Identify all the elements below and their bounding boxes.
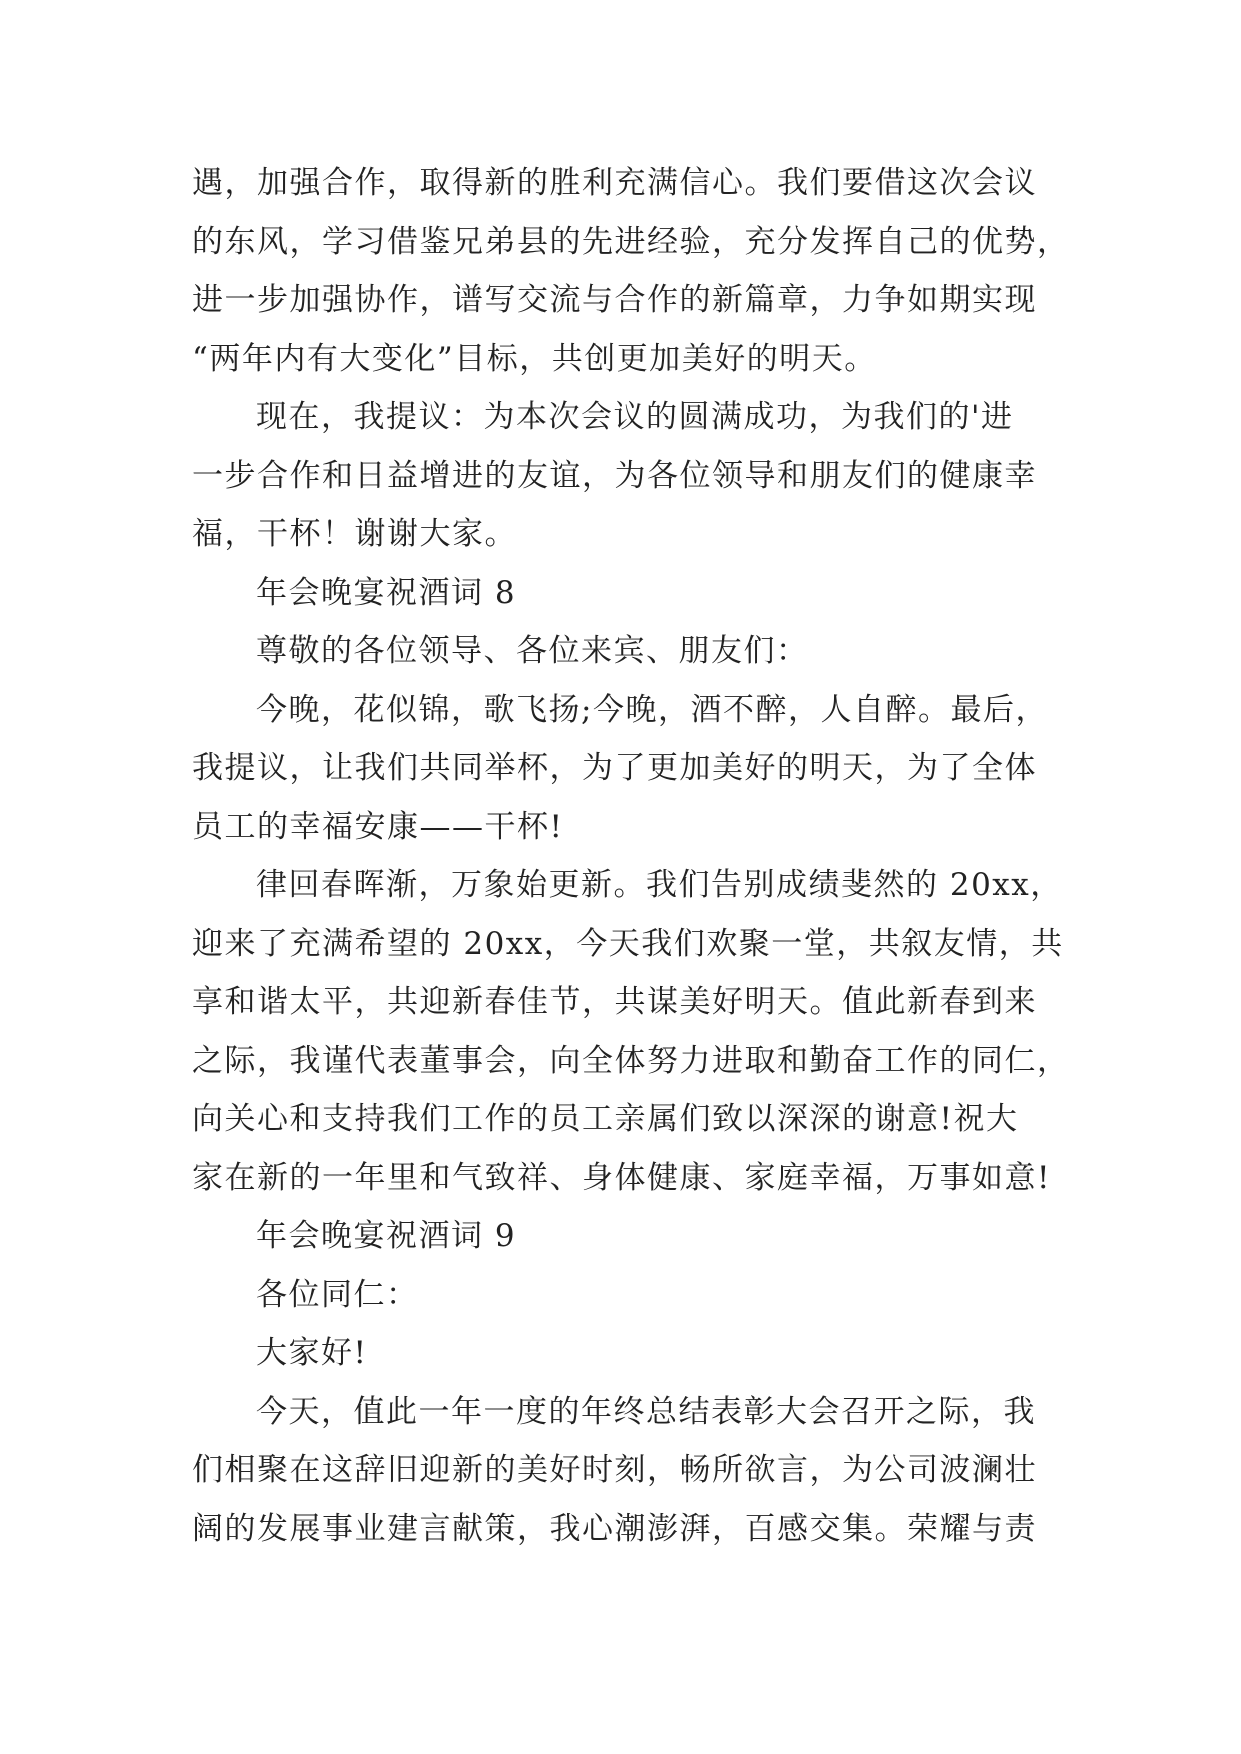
- paragraph-line: 一步合作和日益增进的友谊，为各位领导和朋友们的健康幸: [192, 457, 1037, 494]
- paragraph-line: 福，干杯！谢谢大家。: [192, 516, 517, 552]
- greeting: 大家好!: [256, 1335, 368, 1371]
- paragraph-line: 员工的幸福安康——干杯!: [192, 808, 564, 845]
- paragraph-line: “两年内有大变化”目标，共创更加美好的明天。: [192, 340, 877, 377]
- document-body: [192, 154, 1072, 1558]
- paragraph-line: 今晚，花似锦，歌飞扬;今晚，酒不醉，人自醉。最后，: [256, 691, 1048, 728]
- section-heading: 年会晚宴祝酒词 9: [256, 1218, 517, 1254]
- paragraph-line: 遇，加强合作，取得新的胜利充满信心。我们要借这次会议: [192, 165, 1037, 201]
- paragraph-line: 今天，值此一年一度的年终总结表彰大会召开之际，我: [256, 1393, 1036, 1430]
- paragraph-line: 律回春晖渐，万象始更新。我们告别成绩斐然的 20xx，: [256, 867, 1063, 903]
- paragraph-line: 之际，我谨代表董事会，向全体努力进取和勤奋工作的同仁，: [192, 1042, 1070, 1079]
- paragraph-line: 家在新的一年里和气致祥、身体健康、家庭幸福，万事如意!: [192, 1159, 1051, 1196]
- paragraph-line: 现在，我提议：为本次会议的圆满成功，为我们的'进: [256, 399, 1014, 435]
- section-heading: 年会晚宴祝酒词 8: [256, 574, 517, 611]
- salutation: 各位同仁：: [256, 1276, 419, 1313]
- paragraph-line: 享和谐太平，共迎新春佳节，共谋美好明天。值此新春到来: [192, 984, 1037, 1020]
- salutation: 尊敬的各位领导、各位来宾、朋友们：: [256, 633, 809, 669]
- paragraph-line: 阔的发展事业建言献策，我心潮澎湃，百感交集。荣耀与责: [192, 1510, 1037, 1547]
- paragraph-line: 的东风，学习借鉴兄弟县的先进经验，充分发挥自己的优势，: [192, 223, 1070, 260]
- paragraph-line: 我提议，让我们共同举杯，为了更加美好的明天，为了全体: [192, 750, 1037, 786]
- paragraph-line: 迎来了充满希望的 20xx，今天我们欢聚一堂，共叙友情，共: [192, 925, 1064, 962]
- paragraph-line: 进一步加强协作，谱写交流与合作的新篇章，力争如期实现: [192, 282, 1037, 318]
- paragraph-line: 们相聚在这辞旧迎新的美好时刻，畅所欲言，为公司波澜壮: [192, 1452, 1037, 1488]
- paragraph-line: 向关心和支持我们工作的员工亲属们致以深深的谢意!祝大: [192, 1101, 1019, 1137]
